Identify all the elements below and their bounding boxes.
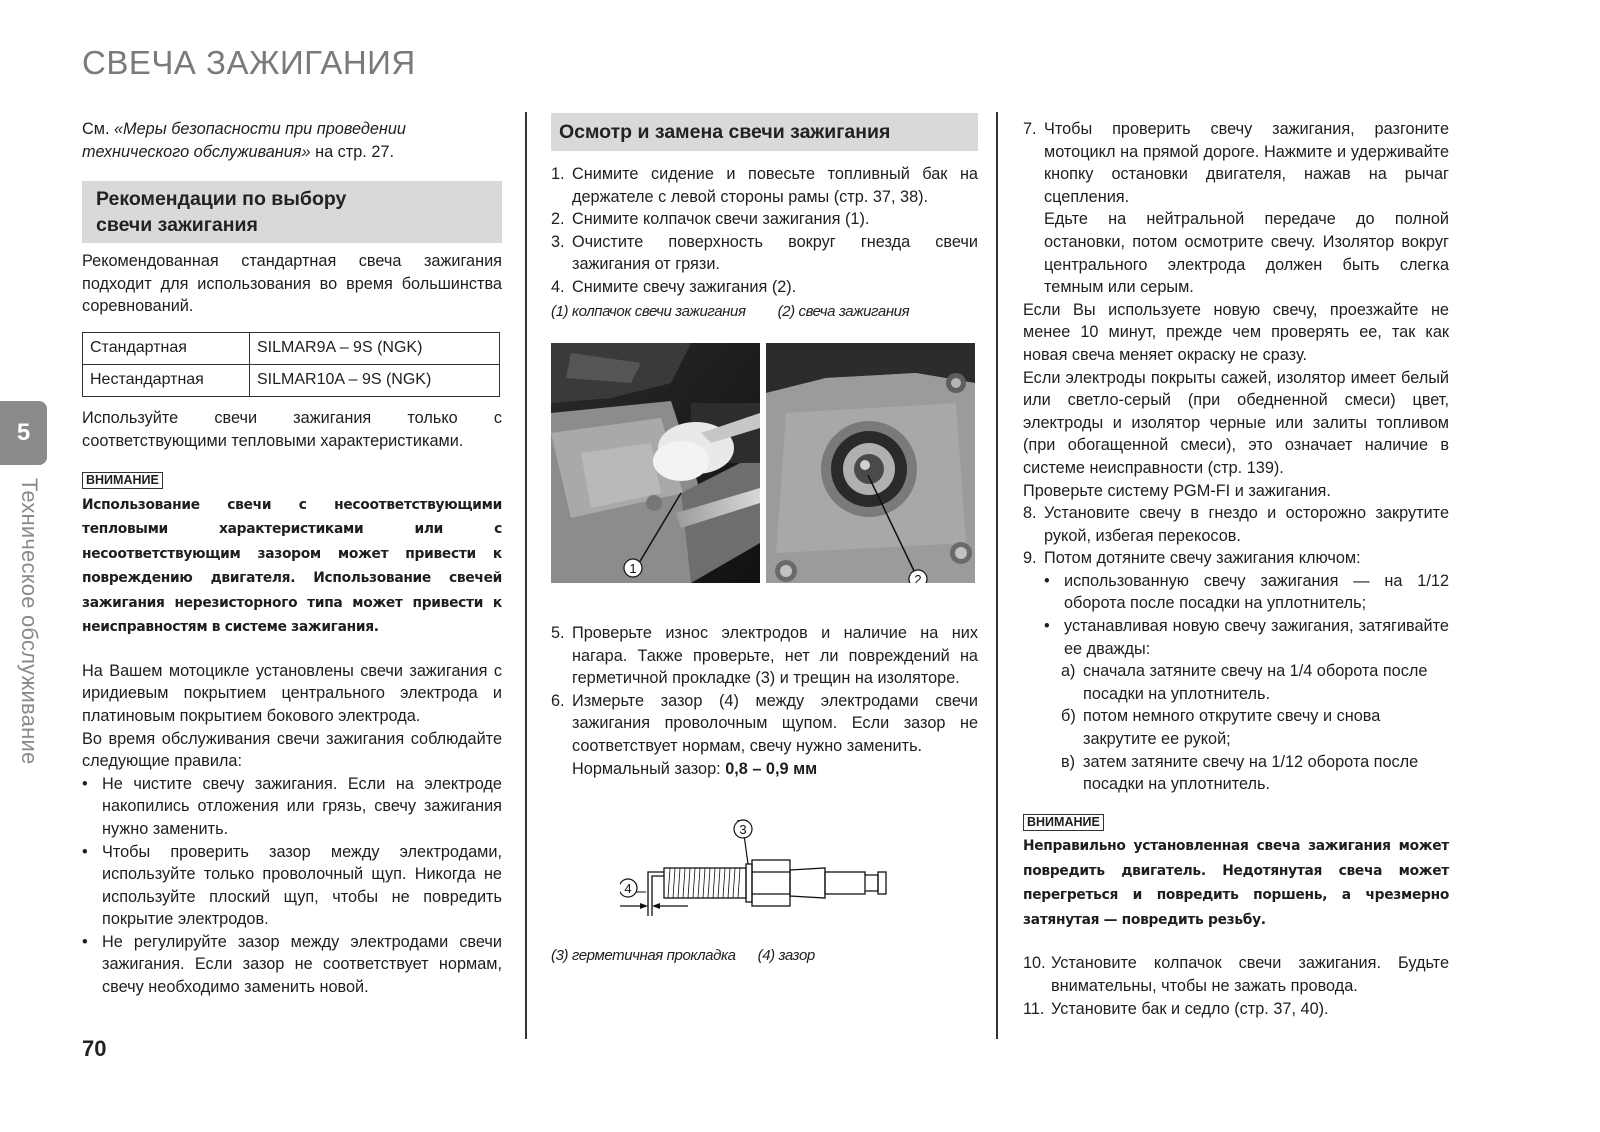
step-text: Очистите поверхность вокруг гнезда свечи зажигания от грязи. — [572, 232, 978, 274]
column-right — [1023, 118, 1449, 1020]
column-middle — [551, 118, 978, 323]
sub-letter: б) — [1061, 707, 1076, 726]
iridium-text: На Вашем мотоцикле установлены свечи зажигания с иридиевым покрытием центрального электрода и платиновым покрытием бокового электрода. — [82, 661, 502, 725]
list-item: • Не чистите свечу зажигания. Если на электроде накопились отложения или грязь, свечу зажигания нужно заменить. — [82, 773, 502, 841]
new-plug-note: Если Вы используете новую свечу, проезжайте не менее 10 минут, прежде чем проверять ее, так как новая свеча меняет окраску не сразу. — [1023, 300, 1449, 364]
page-number: 70 — [82, 1036, 107, 1061]
step-number: 11. — [1023, 999, 1045, 1018]
intro-prefix: См. — [82, 120, 114, 138]
caption-gap: (4) зазор — [757, 947, 815, 964]
step-text: Измерьте зазор (4) между электродами свечи зажигания проволочным щупом. Если зазор не соответствует нормам, свечу нужно заменить. — [572, 691, 978, 755]
intro-paragraph — [82, 118, 502, 163]
list-item — [551, 231, 978, 276]
caption-cap: (1) колпачок свечи зажигания — [551, 302, 746, 320]
step-text: Установите свечу в гнездо и осторожно закрутите рукой, избегая перекосов. — [1044, 504, 1449, 545]
step-text: Потом дотяните свечу зажигания ключом: — [1044, 549, 1361, 568]
step-number: 9. — [1023, 549, 1037, 568]
warning-label: ВНИМАНИЕ — [82, 472, 163, 489]
step-number: 10. — [1023, 954, 1046, 973]
bullet-text: устанавливая новую свечу зажигания, затягивайте ее дважды: — [1064, 617, 1449, 658]
warning-text: Неправильно установленная свеча зажигания может повредить двигатель. Недотянутая свеча может перегреться и повредить поршень, а чрезмерно затянутая — повредить резьбу. — [1023, 838, 1449, 928]
bullet-text: Чтобы проверить зазор между электродами, используйте только проволочный щуп. Никогда не используйте плоский щуп, чтобы не повредить покрытие электродов. — [102, 842, 502, 929]
warning-text: Использование свечи с несоответствующими тепловыми характеристиками или с несоответствующим зазором может привести к повреждению двигателя. Использование свечей зажигания нерезисторного типа может привести к неисправностям в системе зажигания. — [82, 496, 502, 636]
sub-letter: а) — [1061, 662, 1076, 681]
step-number: 3. — [551, 232, 565, 251]
step-text: Снимите свечу зажигания (2). — [572, 277, 797, 296]
list-item — [1023, 751, 1449, 796]
list-item — [551, 276, 978, 299]
step-7-continued: Едьте на нейтральной передаче до полной остановки, потом осмотрите свечу. Изолятор вокруг центрального электрода должен быть слегка темным или серым. — [1044, 210, 1449, 297]
list-item — [1023, 660, 1449, 705]
step-number: 1. — [551, 165, 565, 183]
page-title: СВЕЧА ЗАЖИГАНИЯ — [82, 44, 416, 81]
column-divider-left — [525, 112, 527, 1039]
sub-text: сначала затяните свечу на 1/4 оборота после посадки на уплотнитель. — [1083, 662, 1428, 703]
callout-3-marker — [732, 818, 754, 840]
step-number: 2. — [551, 210, 565, 229]
list-item: • устанавливая новую свечу зажигания, затягивайте ее дважды: — [1023, 615, 1449, 660]
chapter-title-vertical: Техническое обслуживание — [17, 478, 42, 765]
callout-1: 1 — [629, 561, 637, 576]
intro-suffix: на стр. 27. — [310, 142, 394, 161]
callout-3: 3 — [739, 822, 747, 837]
callout-4: 4 — [624, 881, 632, 896]
rules-intro: Во время обслуживания свечи зажигания соблюдайте следующие правила: — [82, 729, 502, 771]
normal-gap — [551, 758, 978, 781]
list-item — [551, 208, 978, 231]
pgm-fi-note: Проверьте систему PGM-FI и зажигания. — [1023, 481, 1331, 500]
recommendations-heading-line2: свечи зажигания — [96, 214, 258, 237]
list-item — [551, 163, 978, 208]
list-item — [551, 622, 978, 690]
list-item — [551, 690, 978, 758]
table-cell-model: SILMAR9A – 9S (NGK) — [250, 332, 500, 364]
table-cell-model: SILMAR10A – 9S (NGK) — [250, 364, 500, 396]
spark-plug-diagram — [620, 820, 900, 940]
caption-gasket: (3) герметичная прокладка — [551, 947, 736, 964]
step-text: Снимите сидение и повесьте топливный бак на держателе с левой стороны рамы (стр. 37, 38). — [572, 165, 978, 206]
photo-cap-image — [551, 343, 760, 583]
heat-range-text: Используйте свечи зажигания только с соответствующими тепловыми характеристиками. — [82, 408, 502, 450]
sub-text: затем затяните свечу на 1/12 оборота после посадки на уплотнитель. — [1083, 752, 1419, 794]
caption-plug: (2) свеча зажигания — [777, 302, 910, 320]
recommendations-heading-line1: Рекомендации по выбору — [96, 188, 347, 211]
table-row — [83, 364, 500, 396]
step-number: 8. — [1023, 504, 1037, 523]
callout-2: 2 — [914, 572, 922, 583]
diagram-caption — [551, 947, 815, 964]
step-number: 7. — [1023, 120, 1037, 138]
list-item — [1023, 952, 1449, 997]
photo-spark-plug-cap — [551, 343, 760, 583]
gap-label: Нормальный зазор: — [572, 759, 726, 778]
spark-plug-table — [82, 332, 500, 397]
bullet-text: использованную свечу зажигания — на 1/12 оборота после посадки на уплотнитель; — [1064, 571, 1449, 613]
step-text: Установите колпачок свечи зажигания. Будьте внимательны, чтобы не зажать провода. — [1051, 954, 1449, 995]
step-text: Снимите колпачок свечи зажигания (1). — [572, 210, 870, 229]
sub-text: потом немного открутите свечу и снова закрутите ее рукой; — [1083, 707, 1381, 749]
recommendation-text: Рекомендованная стандартная свеча зажигания подходит для использования во время большинства соревнований. — [82, 252, 502, 316]
step-number: 5. — [551, 624, 565, 642]
table-row — [83, 332, 500, 364]
step-text: Проверьте износ электродов и наличие на них нагара. Также проверьте, нет ли повреждений на герметичной прокладке (3) и трещин на изоляторе. — [572, 624, 978, 688]
intro-reference: «Меры безопасности при проведении технического обслуживания» — [82, 120, 406, 161]
column-divider-right — [996, 112, 998, 1039]
column-left — [82, 118, 502, 999]
list-item — [1023, 998, 1449, 1021]
step-number: 4. — [551, 277, 565, 296]
inspection-heading: Осмотр и замена свечи зажигания — [551, 113, 978, 151]
bullet-text: Не регулируйте зазор между электродами свечи зажигания. Если зазор не соответствует нормам, свечу необходимо заменить новой. — [102, 932, 502, 997]
photo-caption — [551, 301, 978, 324]
table-cell-type: Нестандартная — [83, 364, 250, 396]
bullet-text: Не чистите свечу зажигания. Если на электроде накопились отложения или грязь, свечу зажигания нужно заменить. — [102, 774, 502, 838]
step-text: Установите бак и седло (стр. 37, 40). — [1051, 999, 1329, 1018]
list-item — [1023, 547, 1449, 570]
step-number: 6. — [551, 691, 565, 710]
sub-letter: в) — [1061, 752, 1076, 771]
warning-label: ВНИМАНИЕ — [1023, 814, 1104, 831]
list-item — [1023, 502, 1449, 547]
list-item: • Не регулируйте зазор между электродами свечи зажигания. Если зазор не соответствует нормам, свечу необходимо заменить новой. — [82, 931, 502, 999]
step-text: Чтобы проверить свечу зажигания, разгоните мотоцикл на прямой дороге. Нажмите и удерживайте кнопку остановки двигателя, нажав на рычаг сцепления. — [1044, 120, 1449, 206]
list-item: • Чтобы проверить зазор между электродами, используйте только проволочный щуп. Никогда не используйте плоский щуп, чтобы не повредить покрытие электродов. — [82, 841, 502, 931]
list-item: • использованную свечу зажигания — на 1/12 оборота после посадки на уплотнитель; — [1023, 570, 1449, 615]
electrode-condition-note: Если электроды покрыты сажей, изолятор имеет белый или светло-серый (при обедненной смеси) цвет, электроды и изолятор черные или залиты топливом (при обогащенной смеси), это означает наличие в системе неисправности (стр. 139). — [1023, 368, 1449, 477]
list-item — [1023, 118, 1449, 208]
photo-hole-image — [766, 343, 975, 583]
table-cell-type: Стандартная — [83, 332, 250, 364]
column-middle-lower — [551, 622, 978, 780]
gap-value: 0,8 – 0,9 мм — [725, 759, 818, 778]
chapter-tab: 5 — [0, 401, 47, 465]
photo-spark-plug-hole — [766, 343, 975, 583]
list-item — [1023, 705, 1449, 750]
recommendations-heading — [82, 181, 502, 243]
